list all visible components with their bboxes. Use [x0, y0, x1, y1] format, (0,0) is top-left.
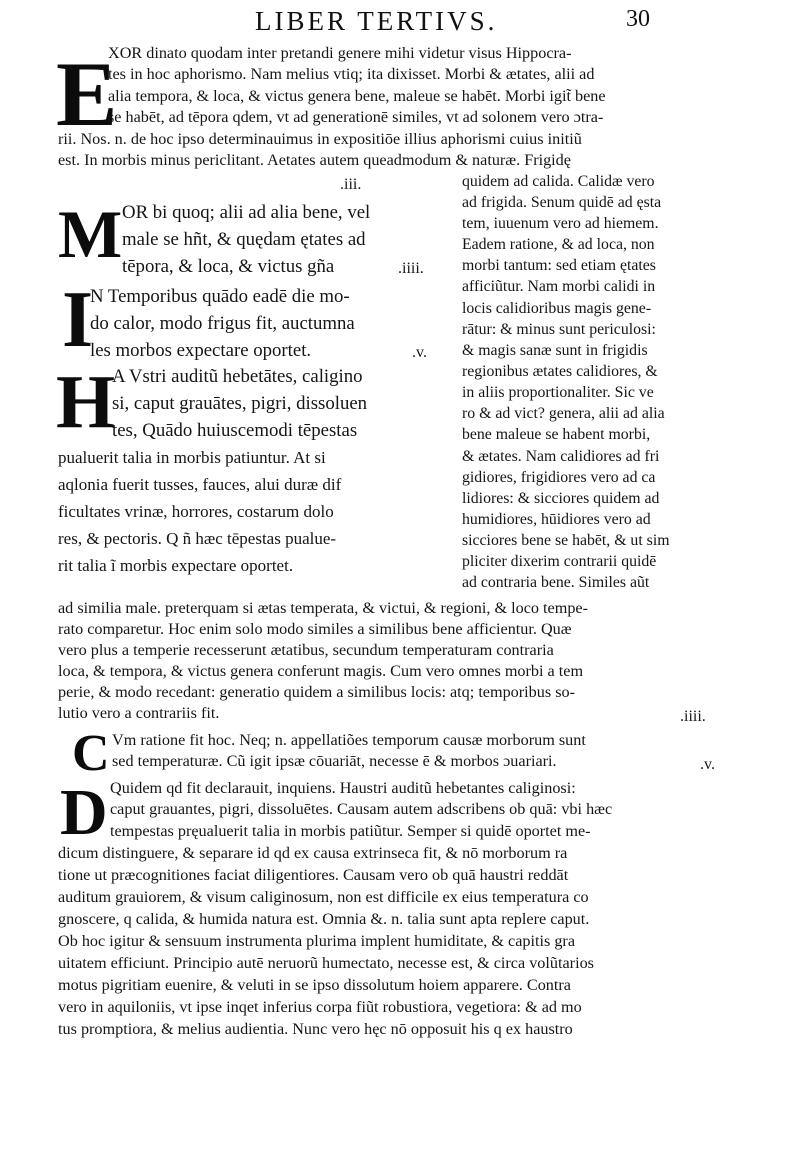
text-line: tēpora, & loca, & victus gña	[122, 256, 335, 277]
text-line: in aliis proportionaliter. Sic ve	[462, 384, 654, 401]
text-line: res, & pectoris. Q ñ hæc tēpestas pualue-	[58, 529, 337, 548]
text-line: male se hñt, & quędam ętates ad	[122, 229, 366, 250]
text-line: se habēt, ad tēpora qdem, vt ad generationē similes, vt ad solonem vero ɔtra-	[108, 108, 604, 126]
aphorism-number: .iii.	[340, 176, 362, 193]
text-line: gnoscere, q calida, & humida natura est. Omnia &. n. talia sunt apta replere caput.	[58, 910, 590, 928]
text-line: OR bi quoq; alii ad alia bene, vel	[122, 202, 371, 223]
drop-cap-i: I	[62, 276, 94, 364]
text-line: ad similia male. preterquam si ætas temperata, & victui, & regioni, & loco tempe-	[58, 599, 588, 617]
text-line: rātur: & minus sunt periculosi:	[462, 321, 656, 338]
text-line: do calor, modo frigus fit, auctumna	[90, 313, 355, 334]
text-line: Eadem ratione, & ad loca, non	[462, 236, 655, 253]
drop-cap-e: E	[56, 43, 118, 145]
text-line: lidiores: & sicciores quidem ad	[462, 490, 660, 507]
text-line: & magis sanæ sunt in frigidis	[462, 342, 648, 359]
text-line: & ætates. Nam calidiores ad fri	[462, 448, 660, 465]
text-line: tus promptiora, & melius audientia. Nunc vero hęc nō opposuit his q ex haustro	[58, 1020, 573, 1038]
drop-cap-c: C	[72, 725, 110, 782]
text-line: ro & ad vict? genera, alii ad alia	[462, 405, 665, 422]
text-line: Ob hoc igitur & sensuum instrumenta plurima implent humiditate, & capitis gra	[58, 932, 576, 950]
text-line: lutio vero a contrariis fit.	[58, 704, 220, 722]
aphorism-number: .iiii.	[398, 260, 424, 277]
text-line: dicum distinguere, & separare id qd ex causa extrinseca fit, & nō morborum ra	[58, 844, 568, 862]
running-title: LIBER TERTIVS.	[255, 6, 498, 36]
text-line: pualuerit talia in morbis patiuntur. At si	[58, 448, 326, 467]
text-line: pliciter dixerim contrarii quidē	[462, 553, 657, 570]
text-line: quidem ad calida. Calidæ vero	[462, 173, 655, 190]
text-line: sicciores bene se habēt, & ut sim	[462, 532, 670, 549]
text-line: A Vstri auditũ hebetātes, caligino	[112, 366, 363, 387]
text-line: aqlonia fuerit tusses, fauces, alui duræ dif	[58, 475, 342, 494]
text-line: loca, & tempora, & victus genera conferunt magis. Cum vero omnes morbi a tem	[58, 662, 584, 680]
text-line: regionibus ætates calidiores, &	[462, 363, 658, 380]
text-line: rii. Nos. n. de hoc ipso determinauimus in expositiōe illius aphorismi cuius initiũ	[58, 130, 582, 148]
aphorism-number: .v.	[412, 344, 427, 361]
text-line: Vm ratione fit hoc. Neq; n. appellatiões temporum causæ morborum sunt	[112, 731, 586, 749]
drop-cap-m: M	[58, 196, 123, 272]
text-line: N Temporibus quādo eadē die mo-	[90, 286, 350, 307]
text-line: motus pigritiam euenire, & veluti in se ipso dissolutum hoiem apparere. Contra	[58, 976, 571, 994]
aphorism-number: .v.	[700, 756, 715, 773]
text-line: locis calidioribus magis gene-	[462, 300, 652, 317]
text-line: caput grauantes, pigri, dissoluētes. Causam autem adscribens ob quā: vbi hæc	[110, 800, 613, 818]
text-line: si, caput grauātes, pigri, dissoluen	[112, 393, 368, 414]
text-line: les morbos expectare oportet.	[90, 340, 312, 361]
text-line: humidiores, hūidiores vero ad	[462, 511, 651, 528]
text-line: ad frigida. Senum quidē ad ęsta	[462, 194, 662, 211]
text-line: tempestas pręualuerit talia in morbis patiũtur. Semper si quidē oportet me-	[110, 822, 591, 840]
text-line: vero plus a temperie recesserunt ætatibus, secundum temperaturam contraria	[58, 641, 554, 659]
text-line: bene maleue se habent morbi,	[462, 426, 651, 443]
text-line: rit talia ĩ morbis expectare oportet.	[58, 556, 294, 575]
text-line: ad contraria bene. Similes aũt	[462, 574, 650, 591]
text-line: tes, Quādo huiuscemodi tēpestas	[112, 420, 358, 441]
page-header	[0, 4, 800, 40]
text-line: rato comparetur. Hoc enim solo modo similes a similibus bene afficientur. Quæ	[58, 620, 572, 638]
text-line: vero in aquiloniis, vt ipse inqet inferius corpa fiũt robustiora, vegetiora: & ad mo	[58, 998, 582, 1016]
text-line: auditum grauiorem, & visum caliginosum, non est difficile ex eius temperatura co	[58, 888, 589, 906]
drop-cap-d: D	[60, 776, 108, 849]
text-line: afficiũtur. Nam morbi calidi in	[462, 278, 656, 295]
text-line: tione ut præcognitiones faciat diligentiores. Causam vero ob quā haustri reddāt	[58, 866, 569, 884]
text-line: alia tempora, & loca, & victus genera bene, maleue se habēt. Morbi igit̃ bene	[108, 87, 606, 105]
text-line: est. In morbis minus periclitant. Aetates autem queadmodum & naturæ. Frigidę	[58, 151, 571, 169]
text-line: perie, & modo recedant: generatio quidem a similibus locis: atq; temporibus so-	[58, 683, 575, 701]
page-number: 30	[626, 6, 650, 32]
text-line: Quidem qd fit declarauit, inquiens. Haustri auditũ hebetantes caliginosi:	[110, 779, 576, 797]
text-line: gidiores, frigidiores vero ad ca	[462, 469, 656, 486]
text-line: ficultates vrinæ, horrores, costarum dolo	[58, 502, 334, 521]
text-line: tem, iuuenum vero ad hiemem.	[462, 215, 659, 232]
aphorism-number: .iiii.	[680, 708, 706, 725]
drop-cap-h: H	[56, 360, 116, 444]
text-line: XOR dinato quodam inter pretandi genere mihi videtur visus Hippocra-	[108, 44, 572, 62]
text-line: morbi tantum: sed etiam ętates	[462, 257, 656, 274]
text-line: tes in hoc aphorismo. Nam melius vtiq; ita dixisset. Morbi & ætates, alii ad	[108, 65, 595, 83]
text-line: sed temperaturæ. Cũ igit ipsæ cōuariāt, necesse ē & morbos ɔuariari.	[112, 752, 557, 770]
text-line: uitatem efficiunt. Principio autē neruorũ humectato, necesse est, & circa volũtarios	[58, 954, 594, 972]
